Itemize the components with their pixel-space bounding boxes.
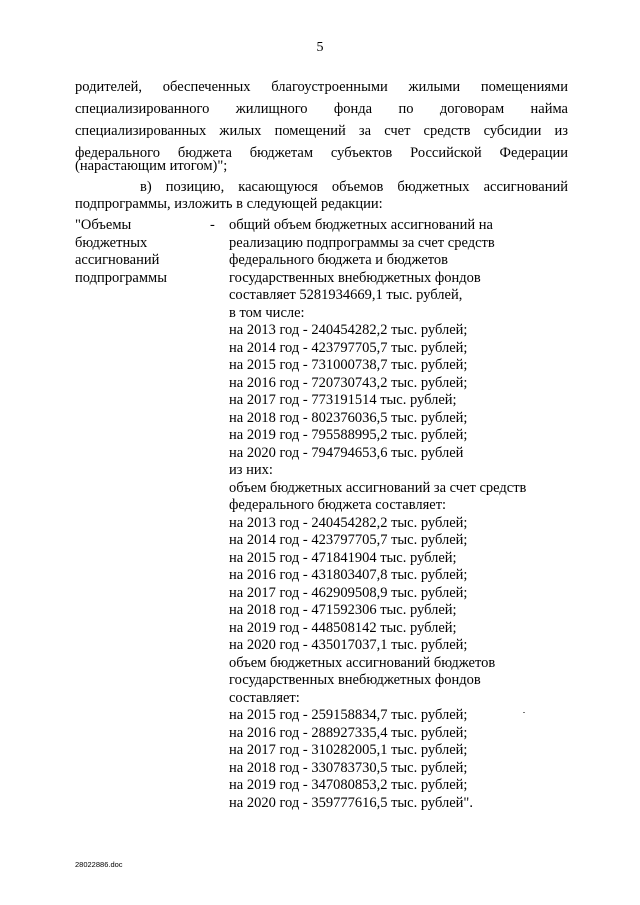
position-body [229, 217, 526, 812]
body-line: составляет: [229, 689, 300, 706]
body-line: на 2013 год - 240454282,2 тыс. рублей; [229, 322, 468, 338]
intro-line-last: (нарастающим итогом)"; [75, 158, 228, 174]
item-line-1: в) позицию, касающуюся объемов бюджетных ассигнований [140, 179, 568, 195]
intro-line: специализированного жилищного фонда по договорам найма [75, 101, 568, 117]
body-line: составляет 5281934669,1 тыс. рублей, [229, 287, 463, 303]
body-line: общий объем бюджетных ассигнований на [229, 217, 493, 233]
body-line: объем бюджетных ассигнований за счет средств [229, 479, 527, 496]
body-line: на 2016 год - 720730743,2 тыс. рублей; [229, 374, 468, 391]
body-line: государственных внебюджетных фондов [229, 269, 481, 286]
body-line: федерального бюджета и бюджетов [229, 252, 449, 268]
body-line: на 2019 год - 795588995,2 тыс. рублей; [229, 427, 468, 443]
body-line: на 2019 год - 347080853,2 тыс. рублей; [229, 777, 468, 793]
intro-line: родителей, обеспеченных благоустроенными жилыми помещениями [75, 79, 568, 95]
body-line: на 2015 год - 731000738,7 тыс. рублей; [229, 357, 468, 373]
body-line: на 2014 год - 423797705,7 тыс. рублей; [229, 532, 468, 548]
body-line: на 2020 год - 794794653,6 тыс. рублей [229, 444, 464, 461]
body-line: на 2019 год - 448508142 тыс. рублей; [229, 619, 457, 636]
body-line: на 2015 год - 471841904 тыс. рублей; [229, 549, 457, 566]
item-line-2: подпрограммы, изложить в следующей редакции: [75, 196, 383, 212]
separator-dash: - [210, 217, 215, 233]
position-title-line: бюджетных [75, 234, 148, 251]
intro-line: специализированных жилых помещений за счет средств субсидии из [75, 123, 568, 139]
body-line: на 2018 год - 330783730,5 тыс. рублей; [229, 759, 468, 776]
position-title-line: ассигнований [75, 252, 160, 268]
scan-speck [523, 712, 525, 713]
document-filename: 28022886.doc [75, 860, 123, 869]
body-line: в том числе: [229, 304, 305, 321]
body-line: государственных внебюджетных фондов [229, 672, 481, 688]
body-line: из них: [229, 462, 273, 478]
body-line: на 2016 год - 288927335,4 тыс. рублей; [229, 724, 468, 741]
intro-line: федерального бюджета бюджетам субъектов Российской Федерации [75, 145, 568, 161]
position-title-line: "Объемы [75, 217, 132, 233]
body-line: на 2020 год - 359777616,5 тыс. рублей". [229, 794, 473, 811]
page-number: 5 [316, 40, 324, 55]
body-line: на 2020 год - 435017037,1 тыс. рублей; [229, 637, 468, 653]
position-title [75, 217, 167, 287]
body-line: на 2018 год - 471592306 тыс. рублей; [229, 602, 457, 618]
body-line: на 2017 год - 310282005,1 тыс. рублей; [229, 742, 468, 758]
body-line: на 2018 год - 802376036,5 тыс. рублей; [229, 409, 468, 426]
body-line: на 2013 год - 240454282,2 тыс. рублей; [229, 514, 468, 531]
body-line: на 2016 год - 431803407,8 тыс. рублей; [229, 567, 468, 583]
body-line: на 2017 год - 462909508,9 тыс. рублей; [229, 584, 468, 601]
body-line: на 2014 год - 423797705,7 тыс. рублей; [229, 339, 468, 356]
position-title-line: подпрограммы [75, 269, 167, 286]
body-line: на 2017 год - 773191514 тыс. рублей; [229, 392, 457, 408]
body-line: объем бюджетных ассигнований бюджетов [229, 654, 496, 671]
body-line: федерального бюджета составляет: [229, 497, 447, 513]
body-line: реализацию подпрограммы за счет средств [229, 234, 495, 251]
body-line: на 2015 год - 259158834,7 тыс. рублей; [229, 707, 468, 723]
